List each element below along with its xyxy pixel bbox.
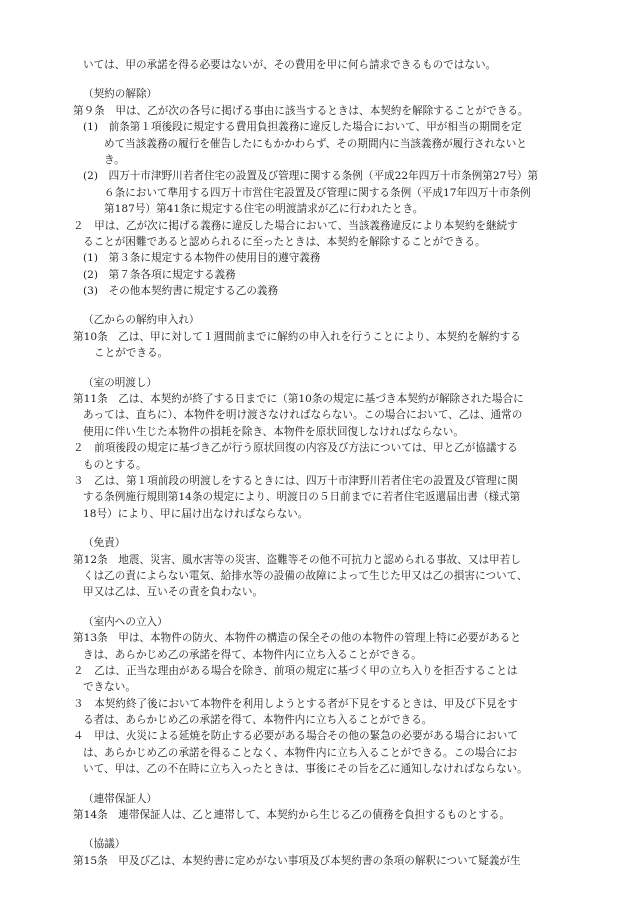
article-11-line: 第11条 乙は、本契約が終了する日までに（第10条の規定に基づき本契約が解除された場合に <box>73 393 524 406</box>
article-9-line: 第９条 甲は、乙が次の各号に掲げる事由に該当するときは、本契約を解除することができる。 <box>73 104 529 117</box>
article-9-item-2-line: (2) 四万十市津野川若者住宅の設置及び管理に関する条例（平成22年四万十市条例第27号）第 <box>83 170 539 183</box>
article-heading-vacating: （室の明渡し） <box>83 376 158 389</box>
spacer <box>73 823 573 836</box>
article-12-line: 第12条 地震、災害、風水害等の災害、盗難等その他不可抗力と認められる事故、又は甲若し <box>73 553 521 566</box>
article-11-para-2-line: ２ 前項後段の規定に基づき乙が行う原状回復の内容及び方法については、甲と乙が協議する <box>73 442 518 455</box>
article-heading-exemption: （免責） <box>83 537 126 550</box>
article-13-para-2-line: ２ 乙は、正当な理由がある場合を除き、前項の規定に基づく甲の立ち入りを拒否することは <box>73 664 518 677</box>
article-13-para-4-line: ４ 甲は、火災による延焼を防止する必要がある場合その他の緊急の必要がある場合において <box>73 730 518 743</box>
spacer <box>73 522 573 535</box>
article-13-para-3-line: ３ 本契約終了後において本物件を利用しようとする者が下見をするときは、甲及び下見をす <box>73 697 518 710</box>
article-13-para-2-line: できない。 <box>83 681 136 694</box>
spacer <box>73 299 573 312</box>
article-9-item-2-line: ６条において準用する四万十市営住宅設置及び管理に関する条例（平成17年四万十市条例 <box>104 186 531 199</box>
article-13-line: きは、あらかじめ乙の承諾を得て、本物件内に立ち入ることができる。 <box>83 648 422 661</box>
article-9-para-2-line: ２ 甲は、乙が次に掲げる義務に違反した場合において、当該義務違反により本契約を継続す <box>73 219 518 232</box>
spacer <box>73 778 573 791</box>
article-9-para-2-item-3: (3) その他本契約書に規定する乙の義務 <box>83 285 279 298</box>
article-10-line: 第10条 乙は、甲に対して１週間前までに解約の申入れを行うことにより、本契約を解約する <box>73 330 521 343</box>
spacer <box>73 73 573 86</box>
article-11-para-3-line: 18号）により、甲に届け出なければならない。 <box>83 507 309 520</box>
article-15-line: 第15条 甲及び乙は、本契約書に定めがない事項及び本契約書の条項の解釈について疑義が生 <box>73 854 521 867</box>
article-13-para-4-line: は、あらかじめ乙の承諾を得ることなく、本物件内に立ち入ることができる。この場合にお <box>83 746 518 759</box>
article-11-para-2-line: ものとする。 <box>83 458 147 471</box>
article-13-para-4-line: いて、甲は、乙の不在時に立ち入ったときは、事後にその旨を乙に通知しなければならない。 <box>83 763 528 776</box>
article-9-item-1-line: き。 <box>104 153 125 166</box>
article-heading-entry: （室内への立入） <box>83 615 168 628</box>
article-9-item-1-line: めて当該義務の履行を催告したにもかかわらず、その期間内に当該義務が履行されないと <box>104 137 527 150</box>
article-heading-consultation: （協議） <box>83 838 126 851</box>
article-heading-cancellation: （乙からの解約申入れ） <box>83 314 200 327</box>
document-page <box>73 57 573 869</box>
article-11-para-3-line: する条例施行規則第14条の規定により、明渡日の５日前までに若者住宅返還届出書（様式第 <box>83 491 521 504</box>
paragraph-line: いては、甲の承諾を得る必要はないが、その費用を甲に何ら請求できるものではない。 <box>83 59 497 71</box>
article-9-para-2-line: ることが困難であると認められるに至ったときは、本契約を解除することができる。 <box>83 235 486 248</box>
article-9-item-1-line: (1) 前条第１項後段に規定する費用負担義務に違反した場合において、甲が相当の期間を定 <box>83 121 522 134</box>
article-9-item-2-line: 第187号）第41条に規定する住宅の明渡請求が乙に行われたとき。 <box>104 203 424 216</box>
article-11-para-3-line: ３ 乙は、第１項前段の明渡しをするときには、四万十市津野川若者住宅の設置及び管理に関 <box>73 474 518 487</box>
article-9-para-2-item-1: (1) 第３条に規定する本物件の使用目的遵守義務 <box>83 252 321 265</box>
spacer <box>73 362 573 375</box>
article-12-line: くは乙の責によらない電気、給排水等の設備の故障によって生じた甲又は乙の損害について、 <box>83 569 528 582</box>
article-11-line: あっては、直ちに）、本物件を明け渡さなければならない。この場合において、乙は、通常の <box>83 409 523 422</box>
article-9-para-2-item-2: (2) 第７条各項に規定する義務 <box>83 268 236 281</box>
article-14-line: 第14条 連帯保証人は、乙と連帯して、本契約から生じる乙の債務を負担するものとする。 <box>73 809 511 822</box>
article-13-para-3-line: る者は、あらかじめ乙の承諾を得て、本物件内に立ち入ることができる。 <box>83 714 433 727</box>
article-10-line: ことができる。 <box>94 347 169 360</box>
article-heading-guarantor: （連帯保証人） <box>83 792 158 805</box>
article-heading-termination: （契約の解除） <box>83 88 158 101</box>
spacer <box>73 601 573 614</box>
article-12-line: 甲又は乙は、互いその責を負わない。 <box>83 586 264 599</box>
article-11-line: 使用に伴い生じた本物件の損耗を除き、本物件を原状回復しなければならない。 <box>83 425 464 438</box>
article-13-line: 第13条 甲は、本物件の防火、本物件の構造の保全その他の本物件の管理上特に必要があると <box>73 632 521 645</box>
